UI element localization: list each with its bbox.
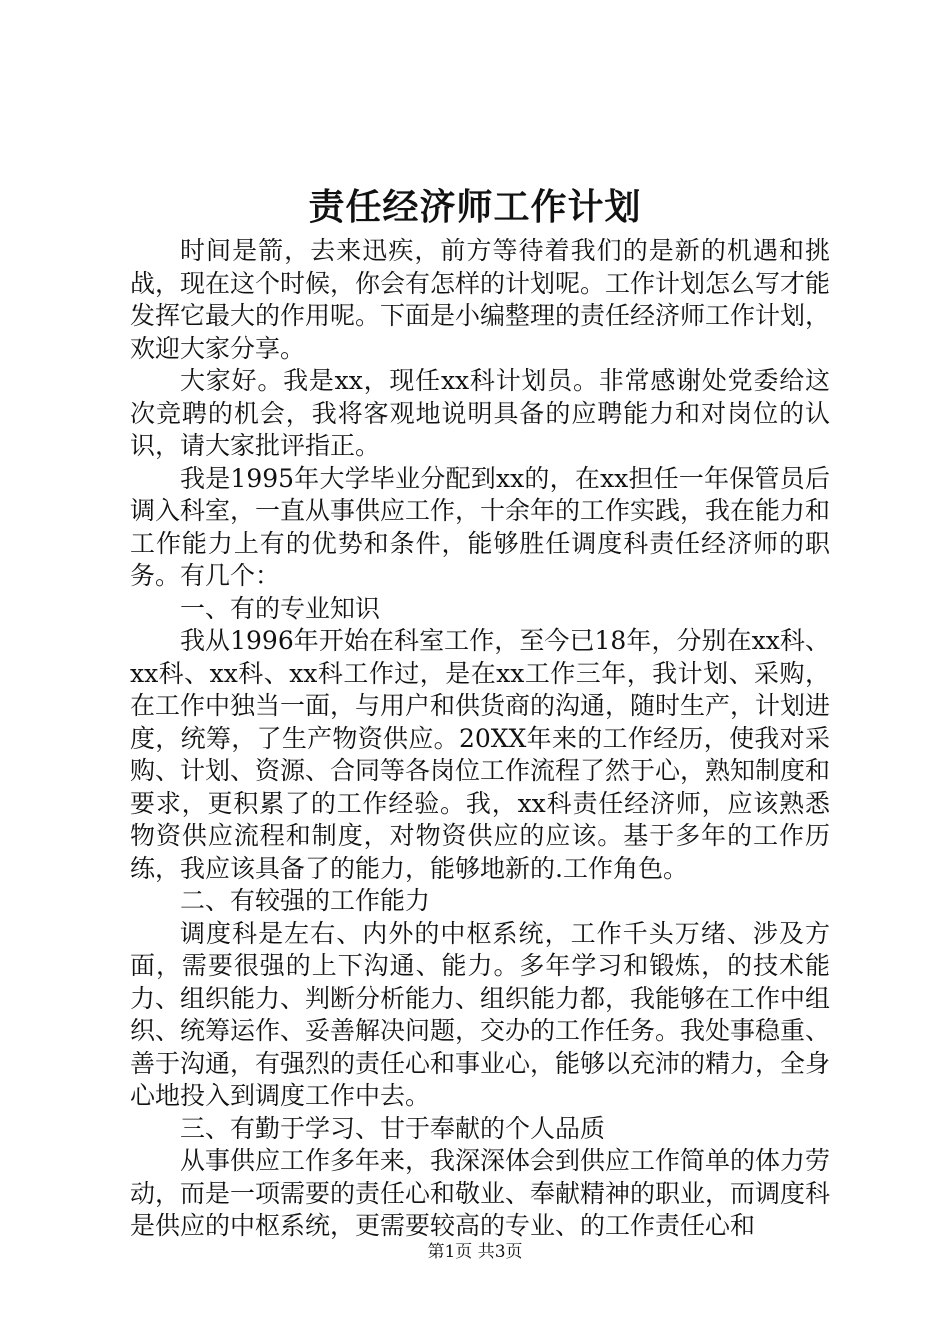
paragraph-background: 我是1995年大学毕业分配到xx的，在xx担任一年保管员后调入科室，一直从事供应工作，十余年的工作实践，我在能力和工作能力上有的优势和条件，能够胜任调度科责任经济师的职务。有几个： — [130, 463, 831, 590]
section-heading-2: 二、有较强的工作能力 — [180, 886, 431, 915]
section-heading-1: 一、有的专业知识 — [180, 593, 381, 623]
paragraph-section-2: 调度科是左右、内外的中枢系统，工作千头万绪、涉及方面，需要很强的上下沟通、能力。多年学习和锻炼，的技术能力、组织能力、判断分析能力、组织能力都，我能够在工作中组织、统筹运作、妥善解决问题，交办的工作任务。我处事稳重、善于沟通，有强烈的责任心和事业心，能够以充沛的精力，全身心地投入到调度工作中去。 — [130, 918, 831, 1110]
paragraph-section-3: 从事供应工作多年来，我深深体会到供应工作简单的体力劳动，而是一项需要的责任心和敬业、奉献精神的职业，而调度科是供应的中枢系统，更需要较高的专业、的工作责任心和 — [130, 1146, 831, 1240]
paragraph-greeting: 大家好。我是xx，现任xx科计划员。非常感谢处党委给这次竞聘的机会，我将客观地说明具备的应聘能力和对岗位的认识，请大家批评指正。 — [130, 366, 830, 460]
section-heading-3: 三、有勤于学习、甘于奉献的个人品质 — [180, 1113, 606, 1143]
page-footer: 第1页 共3页 — [427, 1242, 523, 1262]
paragraph-section-1: 我从1996年开始在科室工作，至今已18年，分别在xx科、xx科、xx科、xx科工作过，是在xx工作三年，我计划、采购，在工作中独当一面，与用户和供货商的沟通，随时生产，计划进度，统筹，了生产物资供应。20XX年来的工作经历，使我对采购、计划、资源、合同等各岗位工作流程了然于心，熟知制度和要求，更积累了的工作经验。我，xx科责任经济师，应该熟悉物资供应流程和制度，对物资供应的应该。基于多年的工作历练，我应该具备了的能力，能够地新的.工作角色。 — [130, 626, 831, 883]
paragraph-intro: 时间是箭，去来迅疾，前方等待着我们的是新的机遇和挑战，现在这个时候，你会有怎样的计划呢。工作计划怎么写才能发挥它最大的作用呢。下面是小编整理的责任经济师工作计划，欢迎大家分享。 — [130, 236, 831, 363]
document-body — [130, 235, 830, 1243]
page-title: 责任经济师工作计划 — [308, 186, 642, 228]
